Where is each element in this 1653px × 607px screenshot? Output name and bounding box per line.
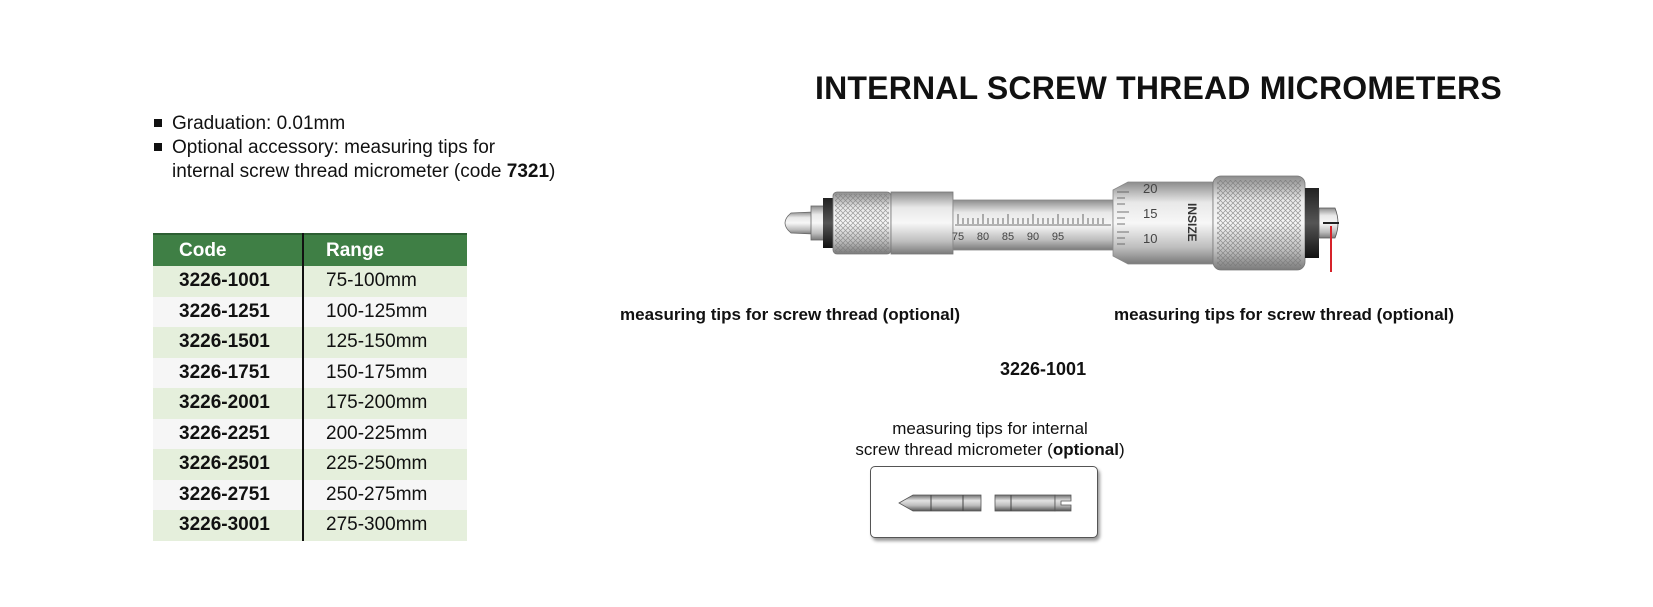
scale-label: 90 <box>1026 231 1040 243</box>
thimble-label: 15 <box>1143 206 1158 221</box>
table-row <box>153 510 467 541</box>
accessory-text-suffix: ) <box>549 161 556 182</box>
table-row <box>153 480 467 511</box>
accessory-text-line2: internal screw thread micrometer (code <box>172 161 507 182</box>
code-cell: 3226-2251 <box>153 419 303 450</box>
table-row <box>153 449 467 480</box>
table-row <box>153 327 467 358</box>
fork-tip <box>995 495 1055 511</box>
code-cell: 3226-1251 <box>153 297 303 328</box>
spec-table <box>153 233 467 541</box>
left-tip-callout: measuring tips for screw thread (optional) <box>620 305 961 324</box>
measuring-tips-image-box <box>870 466 1098 538</box>
tips-caption-line2: screw thread micrometer ( <box>855 440 1053 459</box>
left-collar <box>811 206 825 240</box>
tips-caption-bold: optional <box>1052 440 1119 459</box>
range-cell: 275-300mm <box>303 510 467 541</box>
code-cell: 3226-2001 <box>153 388 303 419</box>
column-header-code: Code <box>153 234 303 266</box>
code-cell: 3226-3001 <box>153 510 303 541</box>
brand-logo: INSIZE <box>1185 203 1199 242</box>
tips-caption <box>820 418 1160 460</box>
tips-caption-suffix: ) <box>1118 440 1125 459</box>
code-cell: 3226-2751 <box>153 480 303 511</box>
range-cell: 75-100mm <box>303 266 467 297</box>
range-cell: 100-125mm <box>303 297 467 328</box>
cone-tip <box>899 495 981 511</box>
accessory-code: 7321 <box>506 161 550 182</box>
feature-list <box>152 112 555 184</box>
table-row <box>153 388 467 419</box>
code-cell: 3226-1001 <box>153 266 303 297</box>
thimble-label: 20 <box>1143 181 1158 196</box>
micrometer-image <box>783 168 1423 288</box>
graduation-text: Graduation: 0.01mm <box>172 113 346 134</box>
left-ring <box>823 198 833 248</box>
table-row <box>153 297 467 328</box>
thimble-labels <box>1143 181 1157 246</box>
range-cell: 150-175mm <box>303 358 467 389</box>
range-cell: 200-225mm <box>303 419 467 450</box>
product-code-label: 3226-1001 <box>1000 359 1087 379</box>
code-cell: 3226-2501 <box>153 449 303 480</box>
range-cell: 175-200mm <box>303 388 467 419</box>
range-cell: 250-275mm <box>303 480 467 511</box>
bullet-accessory <box>152 136 555 184</box>
left-sleeve <box>891 192 953 254</box>
bullet-square-icon <box>154 119 162 127</box>
right-tip-callout: measuring tips for screw thread (optional) <box>1114 305 1455 324</box>
range-cell: 225-250mm <box>303 449 467 480</box>
bullet-square-icon <box>154 143 162 151</box>
scale-label: 85 <box>1001 231 1015 243</box>
range-cell: 125-150mm <box>303 327 467 358</box>
page-title: INTERNAL SCREW THREAD MICROMETERS <box>815 70 1502 106</box>
accessory-text-line1: Optional accessory: measuring tips for <box>172 137 496 158</box>
thimble-label: 10 <box>1143 231 1158 246</box>
scale-label: 75 <box>951 231 965 243</box>
bullet-graduation <box>152 112 555 136</box>
code-cell: 3226-1501 <box>153 327 303 358</box>
table-row <box>153 266 467 297</box>
column-header-range: Range <box>303 234 467 266</box>
table-row <box>153 419 467 450</box>
scale-label: 95 <box>1051 231 1065 243</box>
scale-label: 80 <box>976 231 990 243</box>
tips-caption-line1: measuring tips for internal <box>892 419 1088 438</box>
table-header-row <box>153 234 467 266</box>
table-row <box>153 358 467 389</box>
right-ring <box>1305 188 1319 258</box>
measuring-tips-image <box>871 467 1099 539</box>
code-cell: 3226-1751 <box>153 358 303 389</box>
left-tip <box>785 212 813 234</box>
